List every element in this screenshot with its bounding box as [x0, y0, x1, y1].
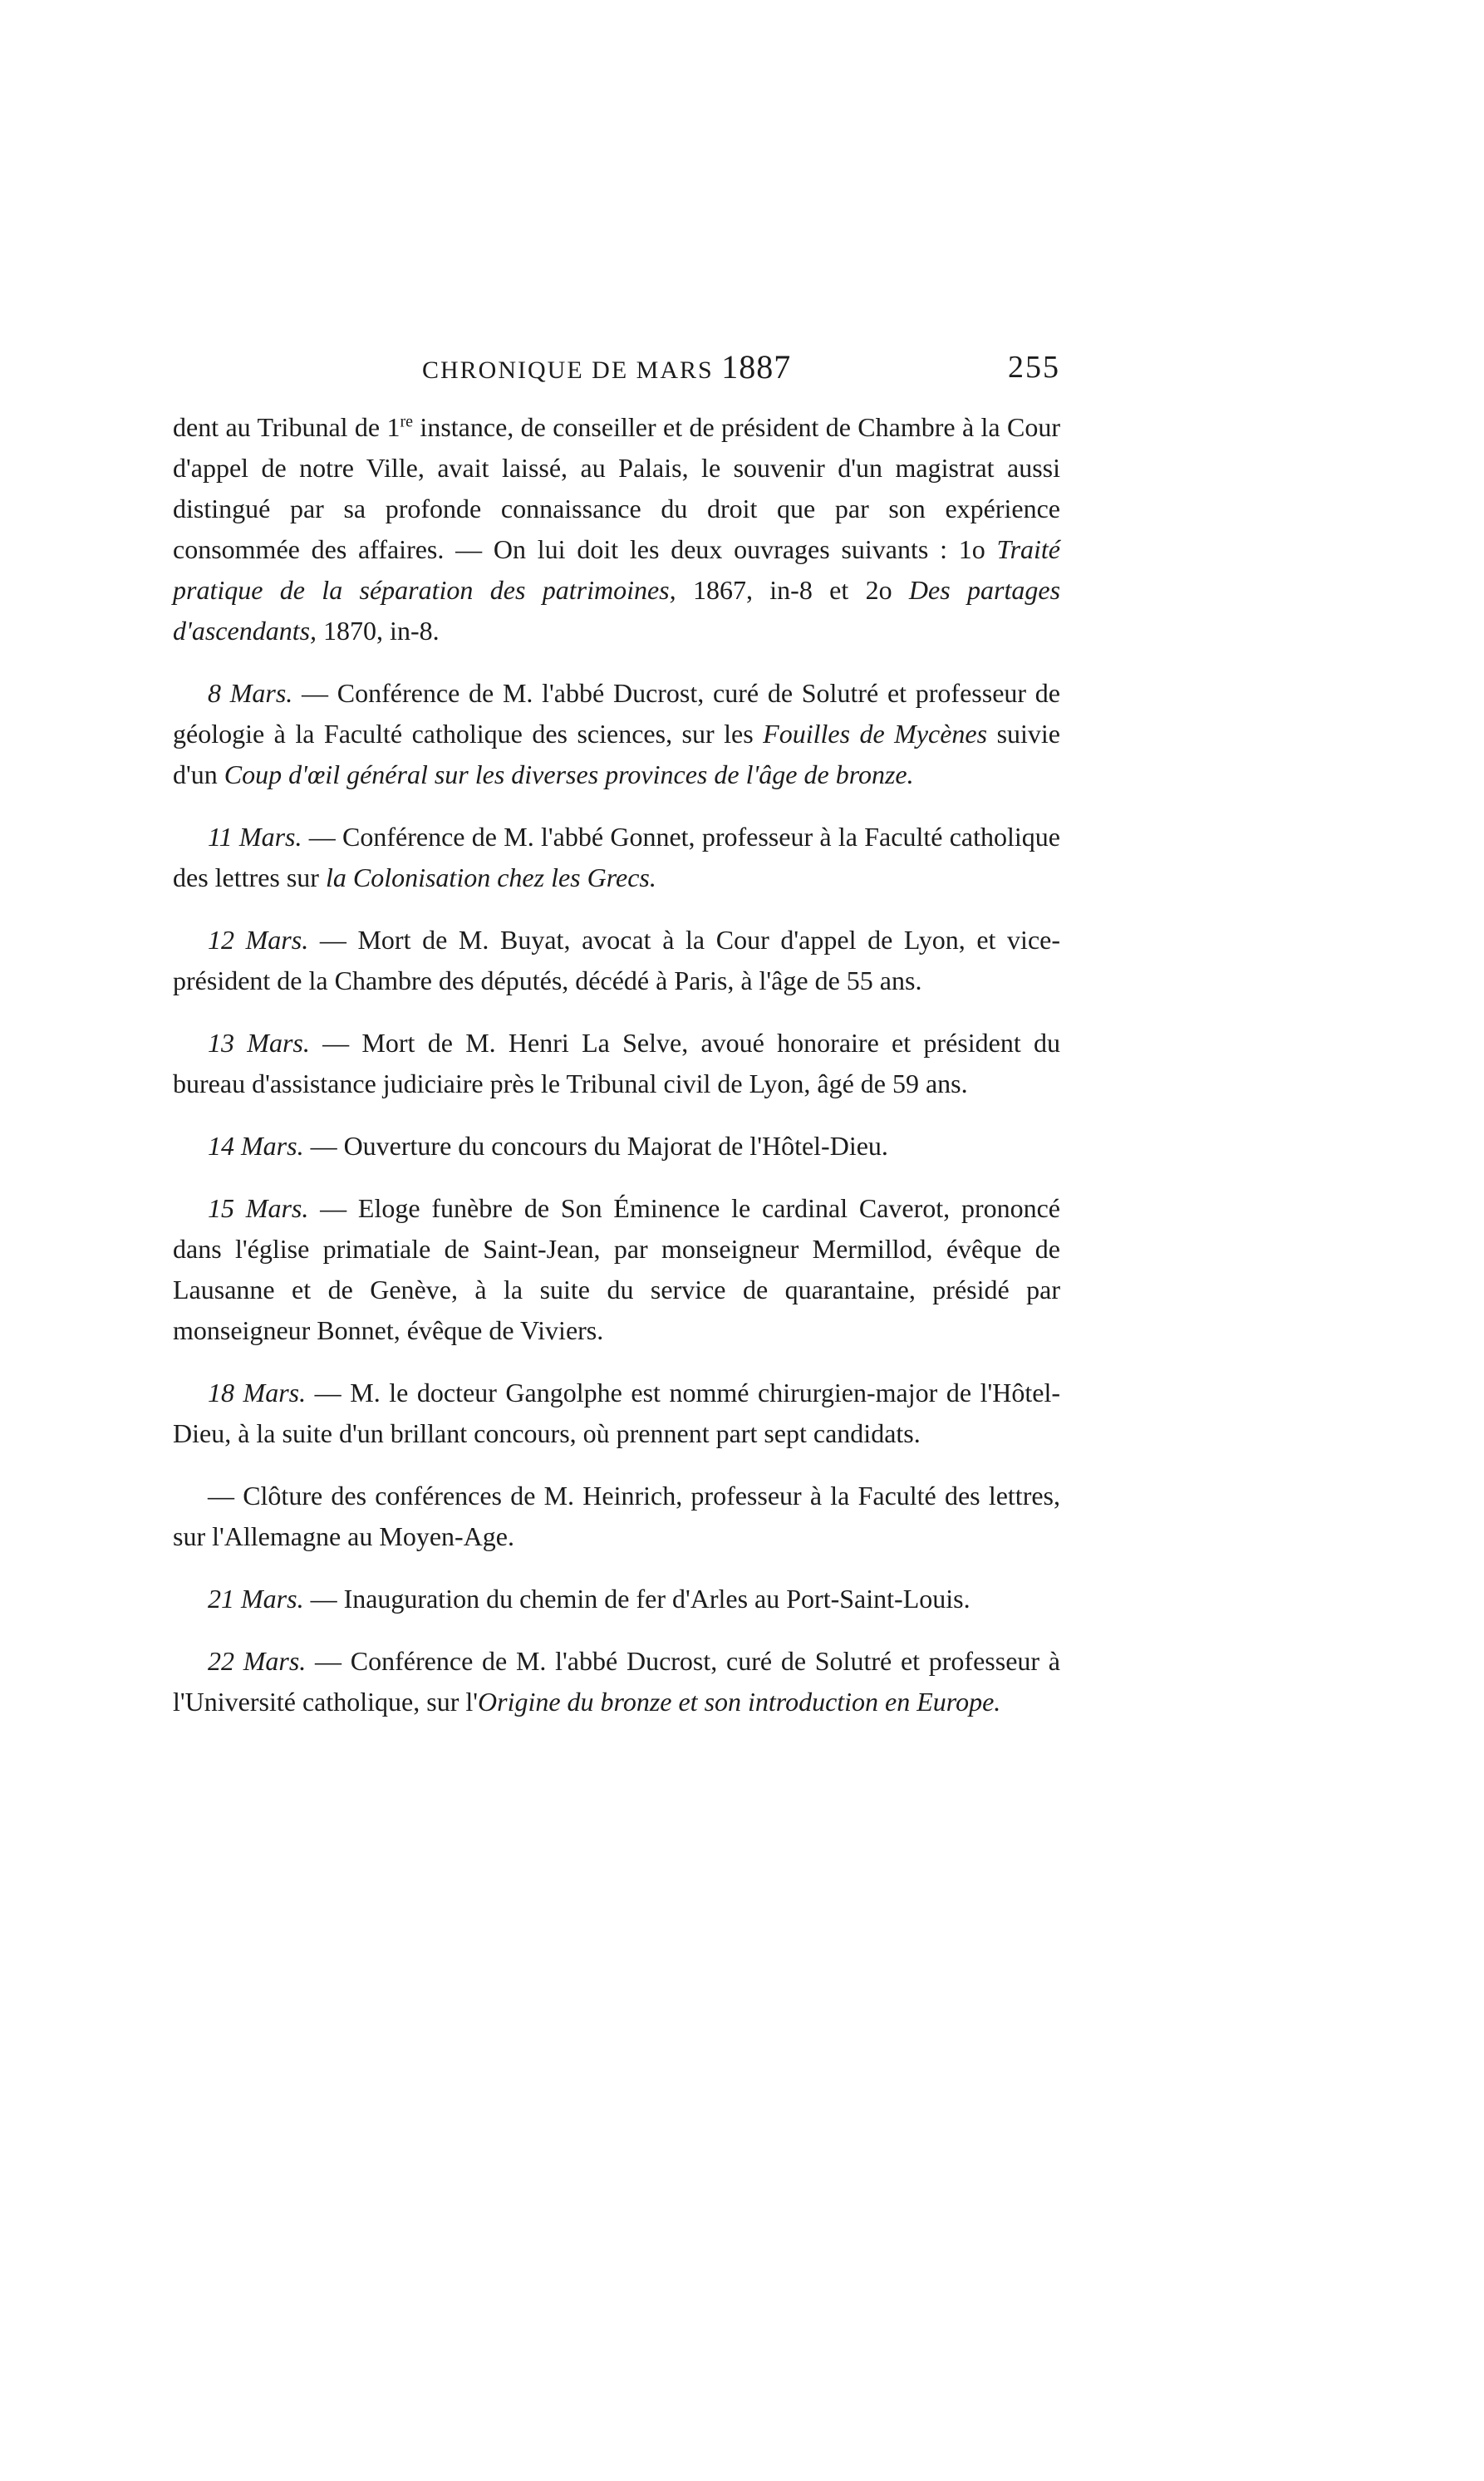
entry-12-mars	[173, 920, 1060, 1001]
ordinal-number: 1	[386, 412, 400, 442]
page	[173, 341, 1060, 1744]
entry-text: — Conférence de M. l'abbé Ducrost, curé de Solutré et professeur de géologie à la Faculté catholique des sciences, sur les	[173, 678, 1061, 749]
work-title: Origine du bronze et son introduction en Europe.	[478, 1687, 1001, 1717]
entry-text: — Ouverture du concours du Majorat de l'Hôtel-Dieu.	[303, 1131, 888, 1161]
entry-15-mars	[173, 1188, 1060, 1351]
entry-8-mars	[173, 673, 1060, 795]
page-number: 255	[1008, 350, 1060, 385]
entry-18-mars	[173, 1373, 1060, 1454]
entry-text: — Eloge funèbre de Son Éminence le cardinal Caverot, prononcé dans l'église primatiale de Saint-Jean, par monseigneur Mermillod, évêque de Lausanne et de Genève, à la suite du service de quarantaine, présidé par monseigneur Bonnet, évêque de Viviers.	[173, 1193, 1061, 1345]
entry-date: 13 Mars.	[208, 1028, 310, 1058]
entry-11-mars	[173, 817, 1060, 898]
ordinal-superscript: re	[400, 412, 414, 431]
work-title: la Colonisation chez les Grecs.	[325, 862, 656, 892]
entry-text: — Mort de M. Buyat, avocat à la Cour d'appel de Lyon, et vice-président de la Chambre des députés, décédé à Paris, à l'âge de 55 ans.	[173, 925, 1061, 995]
entry-text: — Mort de M. Henri La Selve, avoué honoraire et président du bureau d'assistance judiciaire près le Tribunal civil de Lyon, âgé de 59 ans.	[173, 1028, 1061, 1098]
entry-date: 8 Mars.	[208, 678, 293, 708]
entry-18-mars-continued	[173, 1476, 1060, 1557]
entry-22-mars	[173, 1641, 1060, 1722]
entry-13-mars	[173, 1023, 1060, 1104]
entry-date: 15 Mars.	[208, 1193, 309, 1223]
running-title	[422, 347, 791, 386]
entry-text: — Conférence de M. l'abbé Gonnet, professeur à la Faculté catholique des lettres sur	[173, 822, 1060, 892]
entry-date: 12 Mars.	[208, 925, 309, 955]
entry-text: — M. le docteur Gangolphe est nommé chirurgien-major de l'Hôtel-Dieu, à la suite d'un brillant concours, où prennent part sept candidats.	[173, 1378, 1061, 1448]
entry-date: 14 Mars.	[208, 1131, 304, 1161]
work-title: Fouilles de Mycènes	[763, 719, 988, 749]
paragraph-text: 1870, in-8.	[317, 616, 440, 646]
work-title: Des partages d'ascendants,	[173, 575, 1061, 646]
work-title: Coup d'œil général sur les diverses provinces de l'âge de bronze.	[224, 759, 914, 789]
paragraph-continuation	[173, 407, 1060, 651]
entry-text: — Inauguration du chemin de fer d'Arles au Port-Saint-Louis.	[303, 1584, 970, 1614]
entry-date: 11 Mars.	[208, 822, 302, 852]
running-head	[173, 341, 1060, 391]
entry-21-mars	[173, 1579, 1060, 1619]
running-title-text: CHRONIQUE DE MARS	[422, 356, 714, 384]
paragraph-text: dent au Tribunal de	[173, 412, 387, 442]
entry-date: 22 Mars.	[208, 1646, 307, 1676]
paragraph-text: instance, de conseiller et de président de Chambre à la Cour d'appel de notre Ville, avait laissé, au Palais, le souvenir d'un magistrat aussi distingué par sa profonde connaissance du droit que par son expérience consommée des affaires. — On lui doit les deux ouvrages suivants : 1o	[173, 412, 1061, 564]
entry-text: — Conférence de M. l'abbé Ducrost, curé de Solutré et professeur à l'Université catholique, sur l'	[173, 1646, 1061, 1717]
entry-text: suivie d'un	[173, 719, 1061, 789]
entry-date: 21 Mars.	[208, 1584, 304, 1614]
work-title: Traité pratique de la séparation des patrimoines,	[173, 534, 1060, 605]
entry-date: 18 Mars.	[208, 1378, 307, 1408]
entry-14-mars	[173, 1126, 1060, 1167]
entry-text: — Clôture des conférences de M. Heinrich, professeur à la Faculté des lettres, sur l'Allemagne au Moyen-Age.	[173, 1481, 1060, 1551]
running-title-year: 1887	[721, 348, 792, 386]
paragraph-text: 1867, in-8 et 2o	[676, 575, 909, 605]
